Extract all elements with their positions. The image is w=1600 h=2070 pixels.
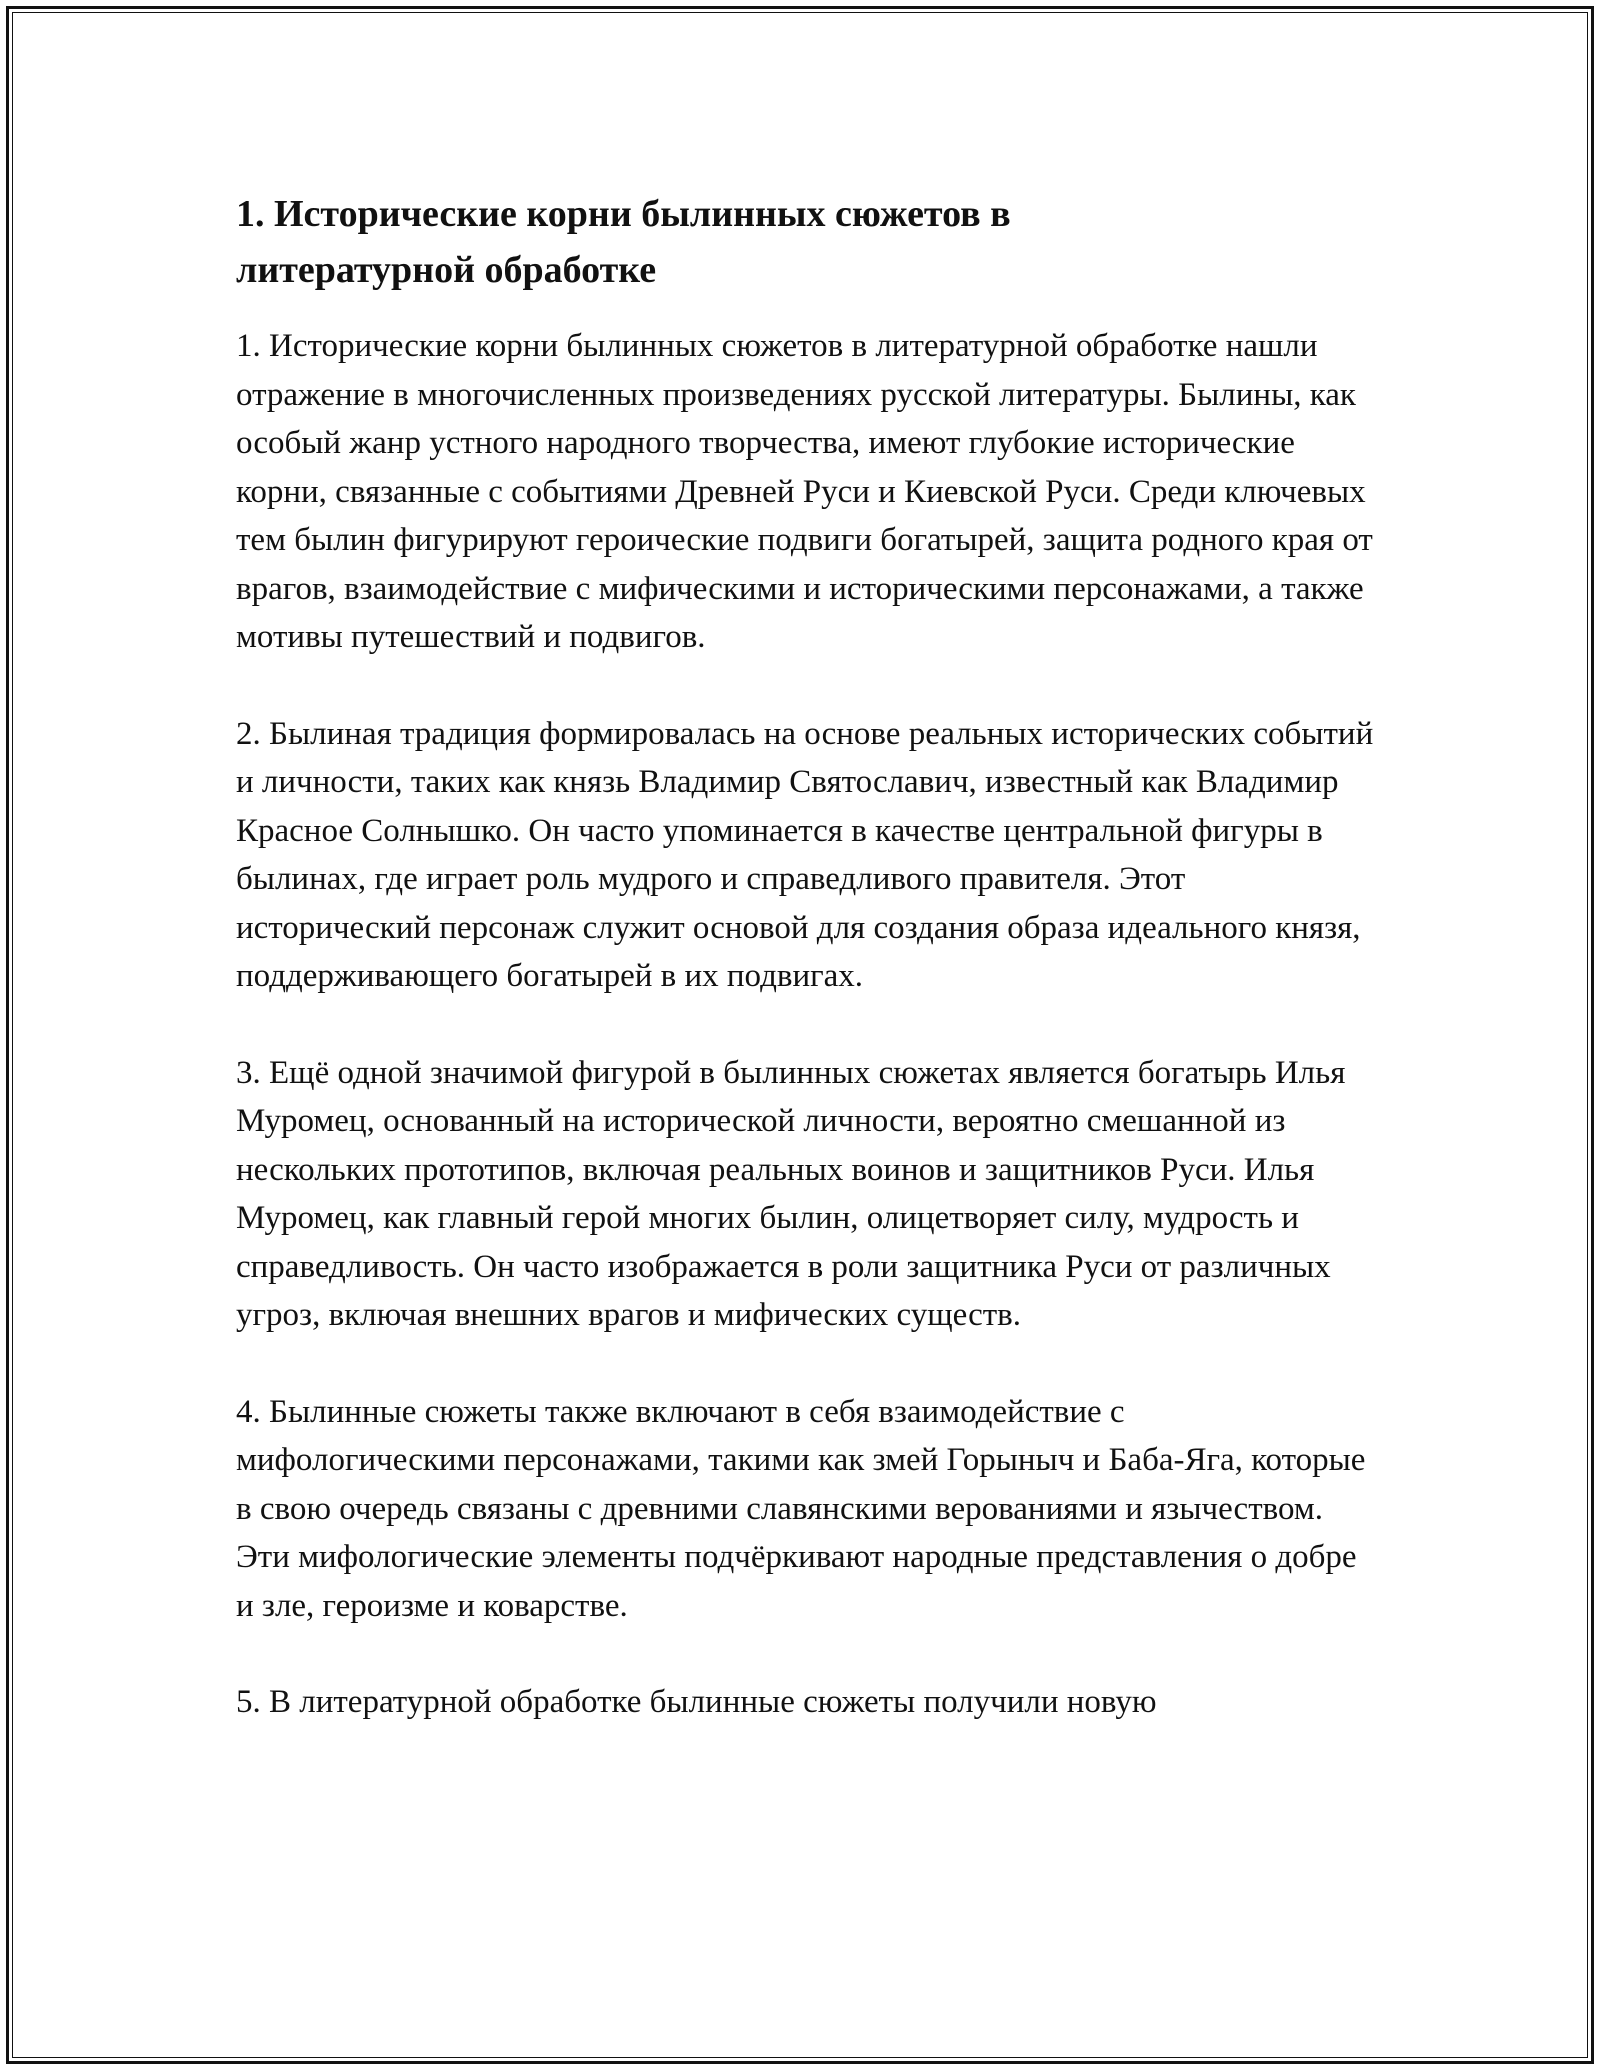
paragraph-2: 2. Былиная традиция формировалась на основе реальных исторических событий и личности, таких как князь Владимир Святославич, известный как Владимир Красное Солнышко. Он часто упоминается в качестве центральной фигуры в былинах, где играет роль мудрого и справедливого правителя. Этот исторический персонаж служит основой для создания образа идеального князя, поддерживающего богатырей в их подвигах. [236,715,1374,994]
paragraph-1: 1. Исторические корни былинных сюжетов в литературной обработке нашли отражение в многочисленных произведениях русской литературы. Былины, как особый жанр устного народного творчества, имеют глубокие исторические корни, связанные с событиями Древней Руси и Киевской Руси. Среди ключевых тем былин фигурируют героические подвиги богатырей, защита родного края от врагов, взаимодействие с мифическими и историческими персонажами, а также мотивы путешествий и подвигов. [236,328,1373,655]
document-body [236,186,1376,1775]
paragraph-5: 5. В литературной обработке былинные сюжеты получили новую [236,1684,1157,1720]
section-heading: 1. Исторические корни былинных сюжетов в литературной обработке [236,193,1011,291]
paragraph-list [236,322,1376,1727]
paragraph-3: 3. Ещё одной значимой фигурой в былинных сюжетах является богатырь Илья Муромец, основанный на исторической личности, вероятно смешанной из нескольких прототипов, включая реальных воинов и защитников Руси. Илья Муромец, как главный герой многих былин, олицетворяет силу, мудрость и справедливость. Он часто изображается в роли защитника Руси от различных угроз, включая внешних врагов и мифических существ. [236,1054,1346,1333]
paragraph-4: 4. Былинные сюжеты также включают в себя взаимодействие с мифологическими персонажами, такими как змей Горыныч и Баба-Яга, которые в свою очередь связаны с древними славянскими верованиями и язычеством. Эти мифологические элементы подчёркивают народные представления о добре и зле, героизме и коварстве. [236,1393,1366,1624]
